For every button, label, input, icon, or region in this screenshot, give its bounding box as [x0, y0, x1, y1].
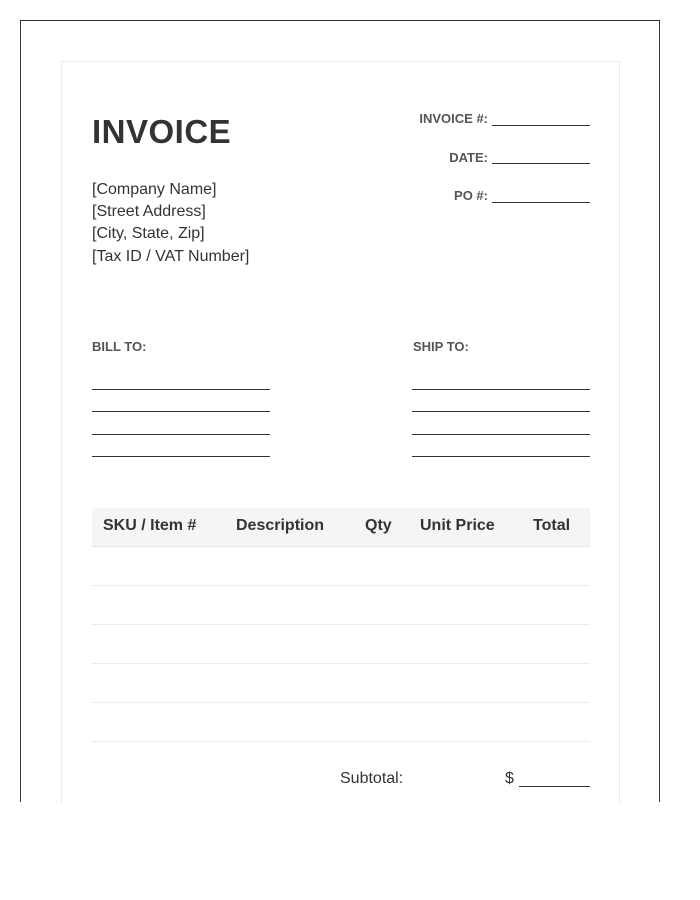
company-street-address: [Street Address]	[92, 203, 206, 220]
date-field[interactable]	[492, 163, 590, 164]
ship-to-label: SHIP TO:	[413, 339, 469, 354]
po-number-field[interactable]	[492, 202, 590, 203]
header-sku: SKU / Item #	[103, 517, 197, 534]
table-row[interactable]	[92, 586, 590, 625]
header-unit-price: Unit Price	[420, 517, 495, 534]
items-table	[92, 508, 590, 742]
table-row[interactable]	[92, 547, 590, 586]
bill-to-line[interactable]	[92, 411, 270, 412]
ship-to-line[interactable]	[412, 411, 590, 412]
table-row[interactable]	[92, 664, 590, 703]
bill-to-line[interactable]	[92, 456, 270, 457]
bill-to-line[interactable]	[92, 434, 270, 435]
bill-to-label: BILL TO:	[92, 339, 147, 354]
subtotal-currency-symbol: $	[505, 770, 514, 787]
company-tax-id: [Tax ID / VAT Number]	[92, 248, 250, 265]
invoice-number-field[interactable]	[492, 125, 590, 126]
invoice-number-label: INVOICE #:	[419, 111, 488, 126]
table-header-row	[92, 508, 590, 547]
subtotal-label: Subtotal:	[340, 770, 404, 787]
date-label: DATE:	[449, 150, 488, 165]
header-total: Total	[533, 517, 571, 534]
ship-to-line[interactable]	[412, 456, 590, 457]
subtotal-field[interactable]	[519, 786, 590, 787]
po-number-label: PO #:	[454, 188, 488, 203]
header-description: Description	[236, 517, 325, 534]
company-name: [Company Name]	[92, 181, 217, 198]
ship-to-line[interactable]	[412, 434, 590, 435]
table-row[interactable]	[92, 703, 590, 742]
bill-to-line[interactable]	[92, 389, 270, 390]
company-city-state-zip: [City, State, Zip]	[92, 225, 205, 242]
ship-to-line[interactable]	[412, 389, 590, 390]
table-row[interactable]	[92, 625, 590, 664]
header-qty: Qty	[365, 517, 392, 534]
invoice-title: INVOICE	[92, 113, 232, 150]
